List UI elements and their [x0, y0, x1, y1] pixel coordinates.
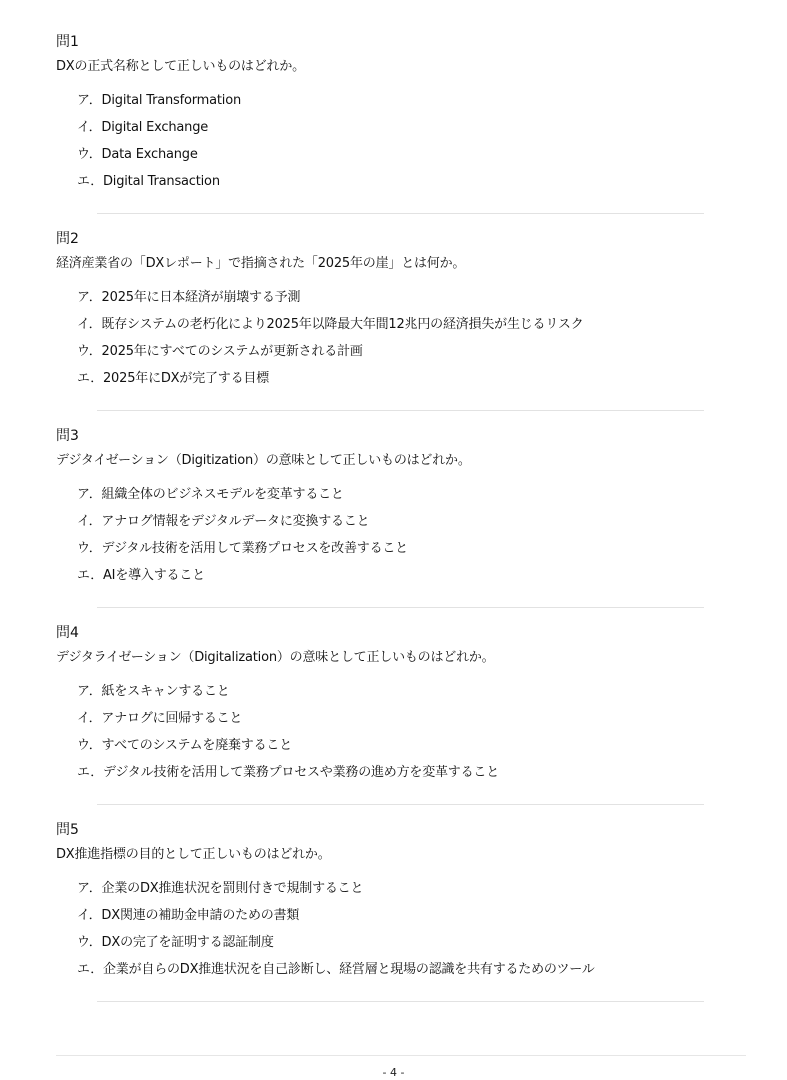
question-divider	[97, 607, 704, 608]
choice-e: エ．デジタル技術を活用して業務プロセスや業務の進め方を変革すること	[77, 765, 500, 780]
question-text: デジタイゼーション（Digitization）の意味として正しいものはどれか。	[56, 453, 471, 468]
question-text: デジタライゼーション（Digitalization）の意味として正しいものはどれか。	[56, 650, 495, 665]
choice-e: エ．Digital Transaction	[77, 174, 220, 189]
choice-list	[77, 486, 408, 594]
choice-a: ア．組織全体のビジネスモデルを変革すること	[77, 487, 344, 502]
choice-e: エ．AIを導入すること	[77, 568, 205, 583]
page-number: - 4 -	[382, 1066, 405, 1079]
question-divider	[97, 804, 704, 805]
question-divider	[97, 1001, 704, 1002]
choice-a: ア．2025年に日本経済が崩壊する予測	[77, 290, 301, 305]
choice-list	[77, 92, 241, 200]
question-divider	[97, 213, 704, 214]
question-number: 問1	[56, 34, 79, 50]
choice-e: エ．2025年にDXが完了する目標	[77, 371, 269, 386]
question-text: DXの正式名称として正しいものはどれか。	[56, 59, 305, 74]
question-number: 問5	[56, 822, 79, 838]
choice-u: ウ．デジタル技術を活用して業務プロセスを改善すること	[77, 541, 408, 556]
question-number: 問4	[56, 625, 79, 641]
choice-u: ウ．すべてのシステムを廃棄すること	[77, 738, 293, 753]
choice-u: ウ．DXの完了を証明する認証制度	[77, 935, 274, 950]
choice-a: ア．企業のDX推進状況を罰則付きで規制すること	[77, 881, 364, 896]
choice-list	[77, 880, 595, 988]
footer-divider	[56, 1055, 746, 1056]
choice-i: イ．アナログに回帰すること	[77, 711, 243, 726]
choice-e: エ．企業が自らのDX推進状況を自己診断し、経営層と現場の認識を共有するためのツール	[77, 962, 595, 977]
question-number: 問2	[56, 231, 79, 247]
choice-i: イ．DX関連の補助金申請のための書類	[77, 908, 300, 923]
choice-list	[77, 683, 499, 791]
choice-u: ウ．2025年にすべてのシステムが更新される計画	[77, 344, 363, 359]
question-divider	[97, 410, 704, 411]
choice-i: イ．既存システムの老朽化により2025年以降最大年間12兆円の経済損失が生じるリスク	[77, 317, 584, 332]
question-number: 問3	[56, 428, 79, 444]
question-text: 経済産業省の「DXレポート」で指摘された「2025年の崖」とは何か。	[56, 256, 466, 271]
choice-a: ア．Digital Transformation	[77, 93, 241, 108]
choice-i: イ．アナログ情報をデジタルデータに変換すること	[77, 514, 370, 529]
choice-a: ア．紙をスキャンすること	[77, 684, 230, 699]
question-text: DX推進指標の目的として正しいものはどれか。	[56, 847, 331, 862]
choice-i: イ．Digital Exchange	[77, 120, 209, 135]
choice-list	[77, 289, 584, 397]
choice-u: ウ．Data Exchange	[77, 147, 198, 162]
